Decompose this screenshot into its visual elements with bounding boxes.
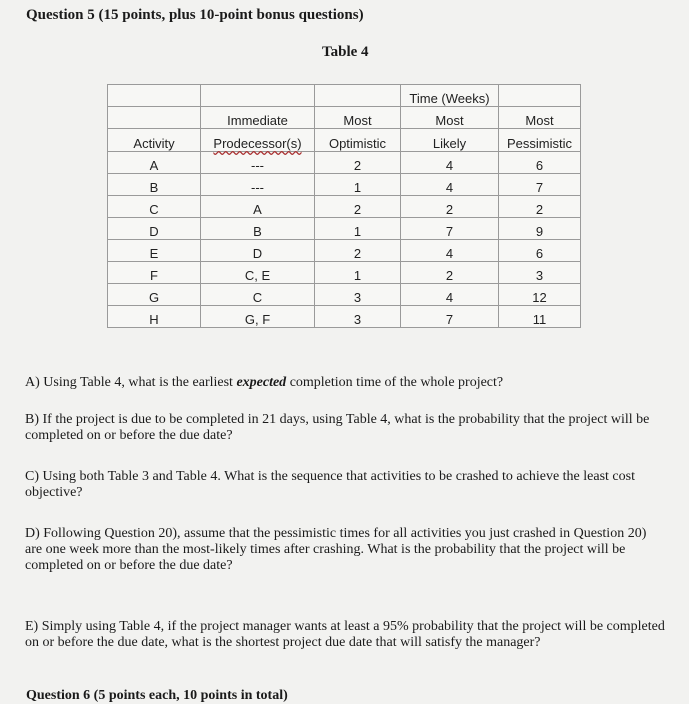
question-c: C) Using both Table 3 and Table 4. What is the sequence that activities to be crashed to achieve the least cost objective? — [25, 469, 635, 500]
question-d: D) Following Question 20), assume that the pessimistic times for all activities you just crashed in Question 20) are one week more than the most-likely times after crashing. What is the probability that the project will be completed on or before the due date? — [25, 526, 647, 573]
table-header-row-1 — [108, 85, 581, 107]
table-caption: Table 4 — [322, 44, 369, 60]
predecessor-cell: C — [201, 284, 315, 306]
table-header-row-2 — [108, 107, 581, 129]
question-a-emphasis: expected — [236, 375, 287, 390]
table-row — [108, 284, 581, 306]
likely-cell: 4 — [401, 240, 499, 262]
activity-header: Activity — [108, 129, 201, 152]
optimistic-cell: 1 — [315, 174, 401, 196]
table-row — [108, 174, 581, 196]
question-a-post: completion time of the whole project? — [286, 375, 504, 390]
question-heading: Question 5 (15 points, plus 10-point bonus questions) — [26, 7, 364, 23]
table-row — [108, 152, 581, 174]
likely-cell: 2 — [401, 196, 499, 218]
pessimistic-cell: 3 — [499, 262, 581, 284]
activity-cell: C — [108, 196, 201, 218]
optimistic-header-line2: Optimistic — [315, 129, 401, 152]
pessimistic-cell: 6 — [499, 240, 581, 262]
header-cell — [499, 85, 581, 107]
header-cell — [201, 85, 315, 107]
likely-cell: 4 — [401, 284, 499, 306]
time-group-header: Time (Weeks) — [401, 85, 499, 107]
activity-cell: D — [108, 218, 201, 240]
header-cell — [108, 107, 201, 129]
pessimistic-cell: 2 — [499, 196, 581, 218]
header-cell — [315, 85, 401, 107]
pessimistic-cell: 7 — [499, 174, 581, 196]
activity-cell: F — [108, 262, 201, 284]
optimistic-cell: 1 — [315, 218, 401, 240]
optimistic-cell: 1 — [315, 262, 401, 284]
activity-cell: A — [108, 152, 201, 174]
predecessor-cell: D — [201, 240, 315, 262]
predecessor-cell: --- — [201, 152, 315, 174]
question-b: B) If the project is due to be completed in 21 days, using Table 4, what is the probability that the project will be completed on or before the due date? — [25, 412, 650, 443]
likely-cell: 7 — [401, 218, 499, 240]
pert-table — [107, 84, 581, 328]
optimistic-cell: 3 — [315, 284, 401, 306]
predecessor-header — [201, 129, 315, 152]
pessimistic-header-line1: Most — [499, 107, 581, 129]
immediate-header-line1: Immediate — [201, 107, 315, 129]
question-a — [25, 375, 503, 391]
predecessor-cell: A — [201, 196, 315, 218]
pessimistic-cell: 6 — [499, 152, 581, 174]
question-e: E) Simply using Table 4, if the project manager wants at least a 95% probability that the project will be completed on or before the due date, what is the shortest project due date that will satisfy the manager? — [25, 619, 665, 650]
predecessor-header-text: Prodecessor(s) — [213, 136, 302, 151]
optimistic-cell: 2 — [315, 240, 401, 262]
predecessor-cell: --- — [201, 174, 315, 196]
activity-cell: G — [108, 284, 201, 306]
predecessor-cell: G, F — [201, 306, 315, 328]
predecessor-cell: B — [201, 218, 315, 240]
pessimistic-cell: 9 — [499, 218, 581, 240]
table-header-row-3 — [108, 129, 581, 152]
table-row — [108, 196, 581, 218]
likely-header-line2: Likely — [401, 129, 499, 152]
optimistic-cell: 2 — [315, 152, 401, 174]
activity-cell: B — [108, 174, 201, 196]
predecessor-cell: C, E — [201, 262, 315, 284]
question-a-pre: A) Using Table 4, what is the earliest — [25, 375, 237, 390]
pessimistic-header-line2: Pessimistic — [499, 129, 581, 152]
likely-cell: 4 — [401, 174, 499, 196]
likely-header-line1: Most — [401, 107, 499, 129]
table-row — [108, 306, 581, 328]
likely-cell: 2 — [401, 262, 499, 284]
optimistic-cell: 3 — [315, 306, 401, 328]
header-cell — [108, 85, 201, 107]
optimistic-cell: 2 — [315, 196, 401, 218]
pessimistic-cell: 11 — [499, 306, 581, 328]
table-row — [108, 218, 581, 240]
activity-cell: H — [108, 306, 201, 328]
table-row — [108, 240, 581, 262]
pessimistic-cell: 12 — [499, 284, 581, 306]
optimistic-header-line1: Most — [315, 107, 401, 129]
next-question-heading: Question 6 (5 points each, 10 points in total) — [26, 688, 288, 703]
activity-cell: E — [108, 240, 201, 262]
table-row — [108, 262, 581, 284]
likely-cell: 7 — [401, 306, 499, 328]
likely-cell: 4 — [401, 152, 499, 174]
